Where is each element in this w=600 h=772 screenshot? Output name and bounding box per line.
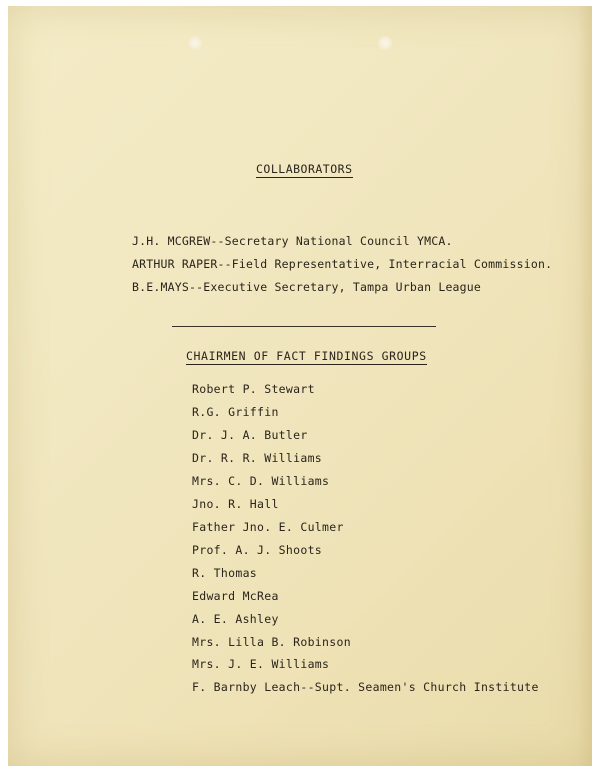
chairman-line: A. E. Ashley [192, 612, 279, 626]
collaborator-line: B.E.MAYS--Executive Secretary, Tampa Urban League [132, 280, 482, 294]
chairman-line: Mrs. Lilla B. Robinson [192, 635, 351, 649]
chairman-line: Robert P. Stewart [192, 382, 315, 396]
chairman-line: Edward McRea [192, 589, 279, 603]
punch-hole-left [188, 36, 202, 50]
chairmen-heading: CHAIRMEN OF FACT FINDINGS GROUPS [186, 349, 427, 363]
edge-wear [578, 6, 592, 766]
chairman-line: Dr. R. R. Williams [192, 451, 323, 465]
section-divider [172, 326, 436, 327]
chairman-line: Mrs. J. E. Williams [192, 657, 330, 671]
collaborators-heading: COLLABORATORS [256, 162, 353, 176]
chairman-line: Jno. R. Hall [192, 497, 279, 511]
chairman-line: Mrs. C. D. Williams [192, 474, 330, 488]
chairman-line: Prof. A. J. Shoots [192, 543, 323, 557]
collaborator-line: J.H. MCGREW--Secretary National Council YMCA. [132, 234, 453, 248]
chairman-line: F. Barnby Leach--Supt. Seamen's Church Institute [192, 680, 539, 694]
chairman-line: R. Thomas [192, 566, 258, 580]
chairman-line: R.G. Griffin [192, 405, 279, 419]
collaborator-line: ARTHUR RAPER--Field Representative, Interracial Commission. [132, 257, 553, 271]
chairman-line: Father Jno. E. Culmer [192, 520, 344, 534]
document-page [8, 6, 592, 766]
punch-hole-right [378, 36, 392, 50]
chairman-line: Dr. J. A. Butler [192, 428, 308, 442]
